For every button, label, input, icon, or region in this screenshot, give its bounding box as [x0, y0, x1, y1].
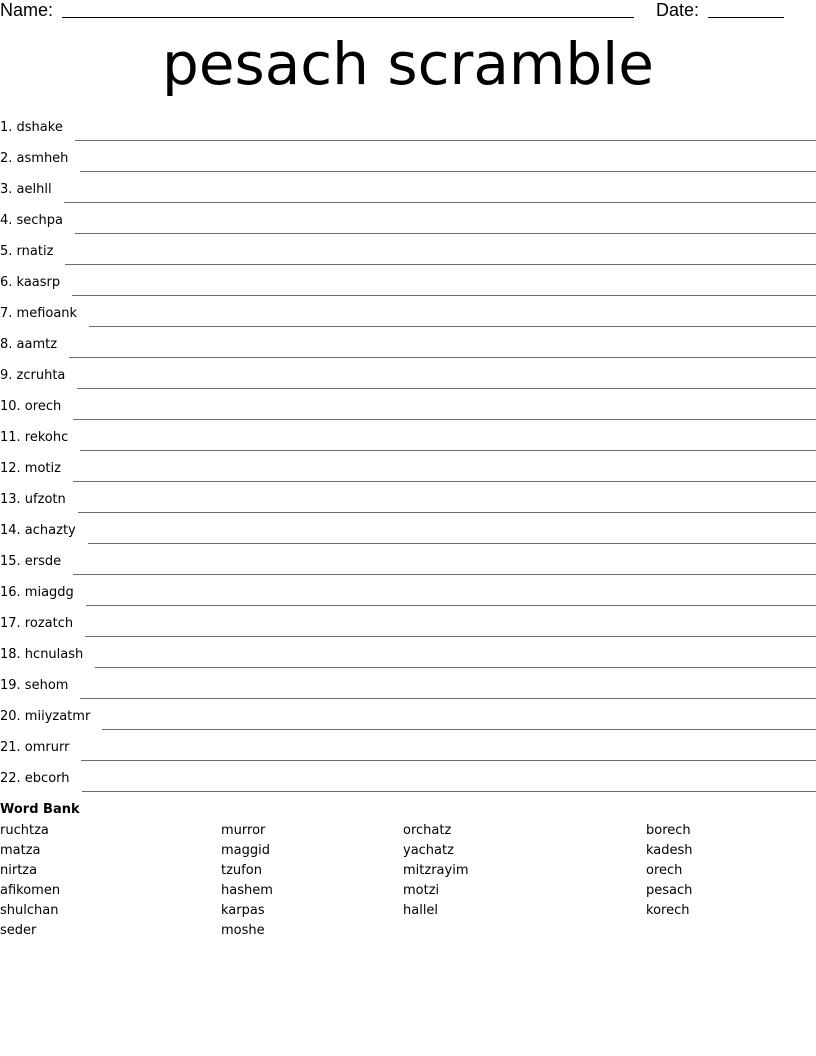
scrambled-word: 22. ebcorh — [0, 771, 70, 786]
question-row — [0, 668, 816, 699]
word-bank-word: borech — [646, 823, 691, 838]
word-bank-word: murror — [221, 823, 266, 838]
question-row — [0, 544, 816, 575]
question-row — [0, 575, 816, 606]
scrambled-word: 4. sechpa — [0, 213, 63, 228]
question-row — [0, 451, 816, 482]
question-row — [0, 234, 816, 265]
word-bank-word: yachatz — [403, 843, 454, 858]
word-bank-word: motzi — [403, 883, 440, 898]
word-bank-word: seder — [0, 923, 37, 938]
word-bank-title: Word Bank — [0, 802, 80, 817]
scrambled-word: 1. dshake — [0, 120, 63, 135]
question-row — [0, 141, 816, 172]
question-row — [0, 606, 816, 637]
question-row — [0, 265, 816, 296]
answer-line[interactable] — [82, 791, 816, 792]
word-bank-word: karpas — [221, 903, 265, 918]
question-row — [0, 358, 816, 389]
scrambled-word: 5. rnatiz — [0, 244, 54, 259]
question-row — [0, 637, 816, 668]
question-row — [0, 761, 816, 792]
word-bank-word: ruchtza — [0, 823, 49, 838]
word-bank-word: kadesh — [646, 843, 693, 858]
word-bank-column — [646, 821, 693, 921]
word-bank-word: tzufon — [221, 863, 262, 878]
scrambled-word: 8. aamtz — [0, 337, 58, 352]
question-row — [0, 420, 816, 451]
word-bank-word: pesach — [646, 883, 693, 898]
question-row — [0, 172, 816, 203]
name-label: Name: — [0, 0, 54, 20]
question-row — [0, 513, 816, 544]
scrambled-word: 11. rekohc — [0, 430, 69, 445]
question-row — [0, 327, 816, 358]
date-label: Date: — [656, 0, 700, 20]
question-row — [0, 699, 816, 730]
word-bank-column — [221, 821, 273, 941]
date-answer-line[interactable] — [708, 17, 784, 18]
word-bank-word: hallel — [403, 903, 439, 918]
word-bank-word: orech — [646, 863, 683, 878]
word-bank-word: moshe — [221, 923, 265, 938]
scrambled-word: 18. hcnulash — [0, 647, 84, 662]
question-row — [0, 389, 816, 420]
word-bank-word: matza — [0, 843, 41, 858]
question-row — [0, 110, 816, 141]
question-row — [0, 203, 816, 234]
name-answer-line[interactable] — [62, 17, 634, 18]
word-bank-word: shulchan — [0, 903, 59, 918]
scrambled-word: 2. asmheh — [0, 151, 69, 166]
word-bank-word: maggid — [221, 843, 270, 858]
word-bank-column — [0, 821, 60, 941]
scrambled-word: 10. orech — [0, 399, 62, 414]
word-bank-word: mitzrayim — [403, 863, 469, 878]
scrambled-word: 12. motiz — [0, 461, 61, 476]
scrambled-word: 17. rozatch — [0, 616, 74, 631]
page-title: pesach scramble — [162, 30, 654, 98]
scrambled-word: 19. sehom — [0, 678, 69, 693]
scrambled-word: 14. achazty — [0, 523, 76, 538]
word-bank-word: korech — [646, 903, 690, 918]
scrambled-word: 21. omrurr — [0, 740, 70, 755]
word-bank-word: nirtza — [0, 863, 38, 878]
question-row — [0, 296, 816, 327]
scrambled-word: 20. miiyzatmr — [0, 709, 91, 724]
scrambled-word: 6. kaasrp — [0, 275, 61, 290]
scrambled-word: 9. zcruhta — [0, 368, 66, 383]
question-row — [0, 482, 816, 513]
worksheet-header — [0, 0, 816, 26]
word-bank-word: hashem — [221, 883, 273, 898]
word-bank-column — [403, 821, 468, 921]
scrambled-word: 15. ersde — [0, 554, 62, 569]
scrambled-word: 7. mefioank — [0, 306, 78, 321]
word-bank-word: afikomen — [0, 883, 61, 898]
scrambled-word: 16. miagdg — [0, 585, 74, 600]
question-row — [0, 730, 816, 761]
scrambled-word: 3. aelhll — [0, 182, 52, 197]
word-bank-word: orchatz — [403, 823, 452, 838]
scrambled-word: 13. ufzotn — [0, 492, 66, 507]
